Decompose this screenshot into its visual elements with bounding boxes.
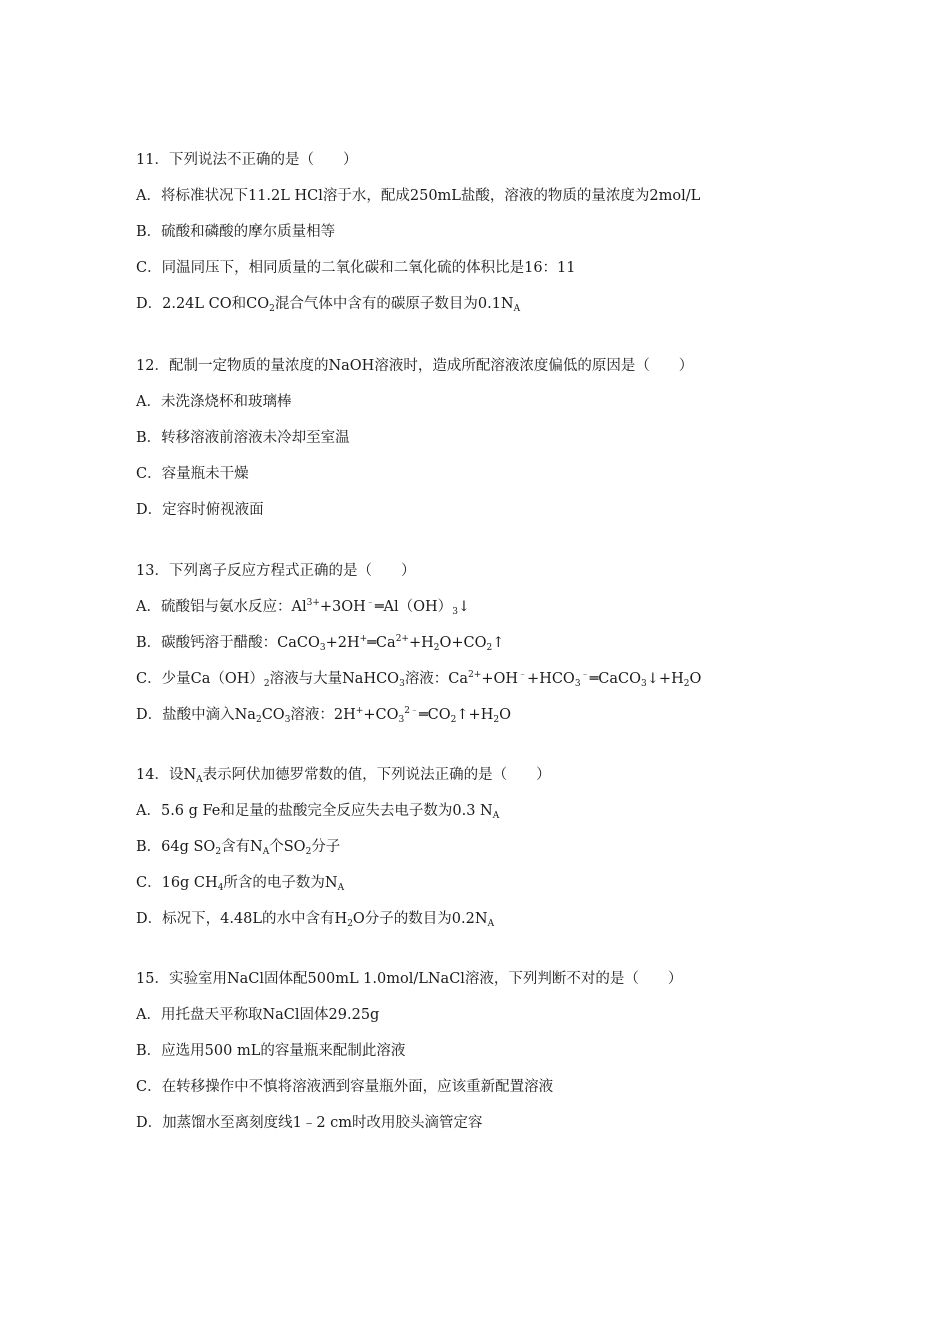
option-c: C．容量瓶未干燥 bbox=[136, 466, 249, 482]
question-14 bbox=[136, 757, 836, 937]
option-d: D．盐酸中滴入$Na_2CO_3$溶液：$2H^++CO_3^{2﹣}═CO_2↑+H_2O$ bbox=[136, 706, 511, 725]
question-13 bbox=[136, 553, 836, 733]
option-d: D．2.24L CO和$CO_2$混合气体中含有的碳原子数目为$0.1N_A$ bbox=[136, 296, 521, 314]
option-d: D．定容时俯视液面 bbox=[136, 502, 264, 518]
option-d: D．标况下，4.48L的水中含有$H_2O$分子的数目为$0.2N_A$ bbox=[136, 911, 495, 929]
question-stem: 13．下列离子反应方程式正确的是（ ） bbox=[136, 563, 416, 579]
option-d: D．加蒸馏水至离刻度线1﹣2 cm时改用胶头滴管定容 bbox=[136, 1115, 483, 1131]
question-stem: 15．实验室用NaCl固体配500mL 1.0mol/LNaCl溶液，下列判断不对的是（ ） bbox=[136, 971, 683, 987]
option-b: B．转移溶液前溶液未冷却至室温 bbox=[136, 430, 350, 446]
option-c: C．同温同压下，相同质量的二氧化碳和二氧化硫的体积比是16：11 bbox=[136, 260, 576, 276]
option-c: C．少量$Ca(OH)_2$溶液与大量NaHCO$_3$溶液：$Ca^{2+}+OH^﹣+HCO_3^﹣═CaCO_3↓+H_2O$ bbox=[136, 670, 702, 689]
option-a: A．将标准状况下11.2L HCl溶于水，配成250mL盐酸，溶液的物质的量浓度为2mol/L bbox=[136, 188, 701, 204]
option-a: A．硫酸铝与氨水反应：$Al^{3+}+3OH^﹣═Al(OH)_3↓$ bbox=[136, 598, 471, 617]
option-a: A．未洗涤烧杯和玻璃棒 bbox=[136, 394, 292, 410]
question-11 bbox=[136, 142, 836, 322]
option-b: B．应选用500 mL的容量瓶来配制此溶液 bbox=[136, 1043, 406, 1059]
option-a: A．用托盘天平称取NaCl固体29.25g bbox=[136, 1007, 380, 1023]
question-15 bbox=[136, 961, 836, 1141]
question-12 bbox=[136, 348, 836, 528]
option-a: A．5.6 g Fe和足量的盐酸完全反应失去电子数为0.3 $N_A$ bbox=[136, 803, 500, 821]
question-stem: 11．下列说法不正确的是（ ） bbox=[136, 152, 358, 168]
question-stem: 14．设$N_A$表示阿伏加德罗常数的值，下列说法正确的是（ ） bbox=[136, 767, 551, 785]
option-b: B．64g $SO_2$含有$N_A$个$SO_2$分子 bbox=[136, 839, 341, 857]
option-b: B．硫酸和磷酸的摩尔质量相等 bbox=[136, 224, 336, 240]
question-stem: 12．配制一定物质的量浓度的NaOH溶液时，造成所配溶液浓度偏低的原因是（ ） bbox=[136, 358, 694, 374]
option-c: C．16g $CH_4$所含的电子数为$N_A$ bbox=[136, 875, 345, 893]
option-c: C．在转移操作中不慎将溶液洒到容量瓶外面，应该重新配置溶液 bbox=[136, 1079, 554, 1095]
option-b: B．碳酸钙溶于醋酸：$CaCO_3+2H^+═Ca^{2+}+H_2O+CO_2↑$ bbox=[136, 634, 505, 653]
